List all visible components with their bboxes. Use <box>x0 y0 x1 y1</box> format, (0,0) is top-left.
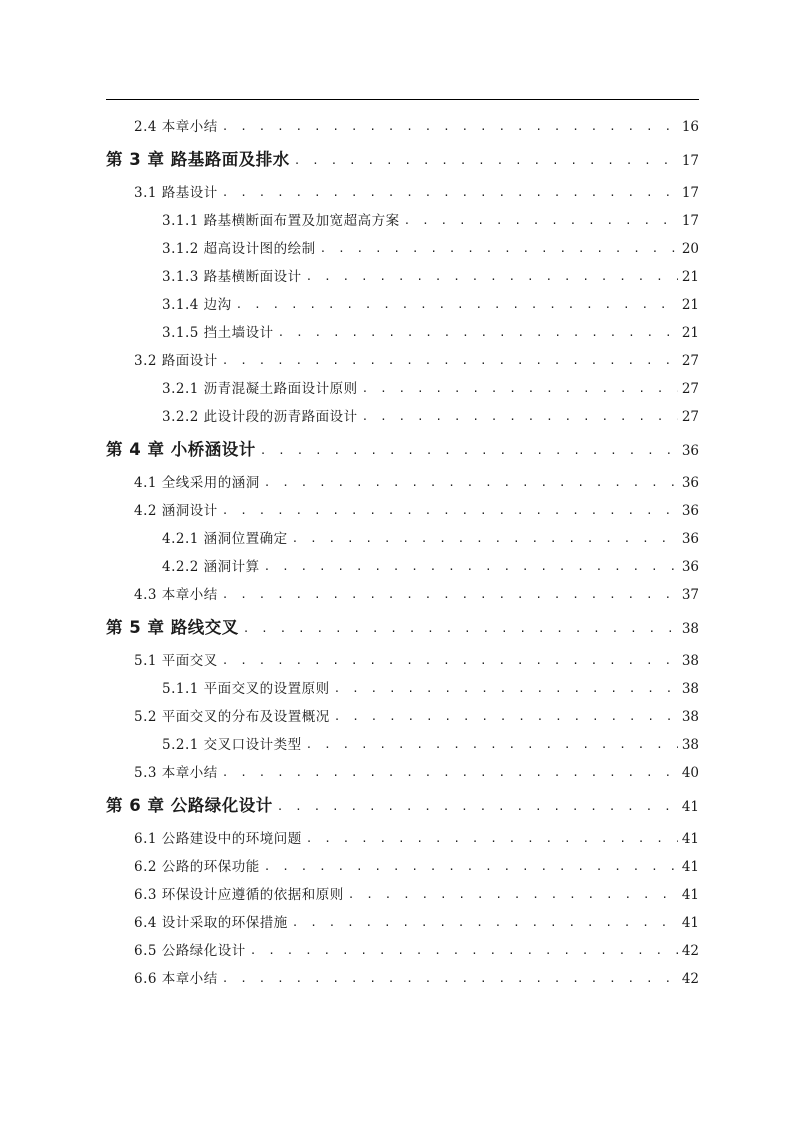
toc-section-row[interactable] <box>106 825 699 853</box>
toc-entry-title: 4.3 本章小结 <box>134 587 218 603</box>
dot-leader <box>243 610 678 648</box>
toc-page-number: 16 <box>681 119 699 135</box>
dot-leader <box>222 179 678 207</box>
toc-page-number: 27 <box>681 409 699 425</box>
toc-entry-title: 第 6 章 公路绿化设计 <box>106 796 273 815</box>
toc-section-row[interactable] <box>106 469 699 497</box>
toc-chapter-row[interactable] <box>106 609 699 647</box>
dot-leader <box>306 731 678 759</box>
dot-leader <box>222 113 678 141</box>
toc-subsection-row[interactable] <box>106 525 699 553</box>
toc-section-row[interactable] <box>106 497 699 525</box>
toc-entry-title: 第 4 章 小桥涵设计 <box>106 440 256 459</box>
table-of-contents <box>106 113 699 993</box>
header-rule <box>106 99 699 100</box>
dot-leader <box>306 263 678 291</box>
toc-page-number: 17 <box>681 153 699 169</box>
dot-leader <box>362 375 678 403</box>
toc-entry-title: 第 5 章 路线交叉 <box>106 618 239 637</box>
toc-subsection-row[interactable] <box>106 207 699 235</box>
toc-page-number: 41 <box>681 915 699 931</box>
toc-subsection-row[interactable] <box>106 291 699 319</box>
toc-section-row[interactable] <box>106 647 699 675</box>
toc-page-number: 42 <box>681 943 699 959</box>
toc-subsection-row[interactable] <box>106 553 699 581</box>
toc-page-number: 27 <box>681 353 699 369</box>
toc-page-number: 21 <box>681 269 699 285</box>
toc-page-number: 42 <box>681 971 699 987</box>
toc-page-number: 20 <box>681 241 699 257</box>
dot-leader <box>222 497 678 525</box>
toc-chapter-row[interactable] <box>106 787 699 825</box>
dot-leader <box>278 319 678 347</box>
toc-subsection-row[interactable] <box>106 263 699 291</box>
toc-entry-title: 3.2.1 沥青混凝土路面设计原则 <box>162 381 358 397</box>
toc-section-row[interactable] <box>106 853 699 881</box>
toc-entry-title: 6.4 设计采取的环保措施 <box>134 915 288 931</box>
dot-leader <box>362 403 678 431</box>
toc-page-number: 17 <box>681 185 699 201</box>
toc-entry-title: 6.5 公路绿化设计 <box>134 943 246 959</box>
toc-entry-title: 5.2 平面交叉的分布及设置概况 <box>134 709 330 725</box>
toc-subsection-row[interactable] <box>106 319 699 347</box>
toc-section-row[interactable] <box>106 881 699 909</box>
toc-entry-title: 5.3 本章小结 <box>134 765 218 781</box>
toc-page-number: 41 <box>681 859 699 875</box>
dot-leader <box>264 553 678 581</box>
toc-subsection-row[interactable] <box>106 235 699 263</box>
toc-entry-title: 4.1 全线采用的涵洞 <box>134 475 260 491</box>
toc-page-number: 36 <box>681 475 699 491</box>
toc-entry-title: 2.4 本章小结 <box>134 119 218 135</box>
dot-leader <box>236 291 678 319</box>
toc-entry-title: 3.1.2 超高设计图的绘制 <box>162 241 316 257</box>
toc-page-number: 38 <box>681 621 699 637</box>
toc-page-number: 38 <box>681 709 699 725</box>
dot-leader <box>222 965 678 993</box>
toc-page-number: 36 <box>681 503 699 519</box>
toc-entry-title: 6.3 环保设计应遵循的依据和原则 <box>134 887 344 903</box>
toc-section-row[interactable] <box>106 347 699 375</box>
dot-leader <box>320 235 678 263</box>
toc-entry-title: 6.2 公路的环保功能 <box>134 859 260 875</box>
toc-page-number: 38 <box>681 681 699 697</box>
toc-page-number: 17 <box>681 213 699 229</box>
toc-section-row[interactable] <box>106 179 699 207</box>
toc-entry-title: 3.1.4 边沟 <box>162 297 232 313</box>
toc-entry-title: 3.1.5 挡土墙设计 <box>162 325 274 341</box>
toc-page-number: 40 <box>681 765 699 781</box>
toc-subsection-row[interactable] <box>106 731 699 759</box>
toc-entry-title: 3.2.2 此设计段的沥青路面设计 <box>162 409 358 425</box>
toc-section-row[interactable] <box>106 965 699 993</box>
dot-leader <box>260 432 678 470</box>
toc-entry-title: 5.1.1 平面交叉的设置原则 <box>162 681 330 697</box>
toc-entry-title: 第 3 章 路基路面及排水 <box>106 150 290 169</box>
toc-subsection-row[interactable] <box>106 375 699 403</box>
toc-chapter-row[interactable] <box>106 431 699 469</box>
toc-section-row[interactable] <box>106 937 699 965</box>
dot-leader <box>292 909 678 937</box>
toc-chapter-row[interactable] <box>106 141 699 179</box>
dot-leader <box>250 937 678 965</box>
dot-leader <box>222 647 678 675</box>
toc-page-number: 21 <box>681 297 699 313</box>
toc-entry-title: 5.2.1 交叉口设计类型 <box>162 737 302 753</box>
toc-page-number: 36 <box>681 559 699 575</box>
toc-page-number: 36 <box>681 443 699 459</box>
toc-page-number: 41 <box>681 831 699 847</box>
dot-leader <box>294 142 678 180</box>
toc-subsection-row[interactable] <box>106 403 699 431</box>
toc-page-number: 41 <box>681 799 699 815</box>
toc-subsection-row[interactable] <box>106 675 699 703</box>
toc-entry-title: 3.2 路面设计 <box>134 353 218 369</box>
dot-leader <box>334 675 678 703</box>
toc-section-row[interactable] <box>106 113 699 141</box>
toc-section-row[interactable] <box>106 909 699 937</box>
toc-page-number: 38 <box>681 653 699 669</box>
dot-leader <box>277 788 678 826</box>
dot-leader <box>292 525 678 553</box>
dot-leader <box>404 207 678 235</box>
dot-leader <box>306 825 678 853</box>
toc-entry-title: 4.2 涵洞设计 <box>134 503 218 519</box>
toc-entry-title: 4.2.2 涵洞计算 <box>162 559 260 575</box>
dot-leader <box>264 853 678 881</box>
dot-leader <box>222 759 678 787</box>
toc-section-row[interactable] <box>106 703 699 731</box>
toc-page-number: 27 <box>681 381 699 397</box>
toc-entry-title: 5.1 平面交叉 <box>134 653 218 669</box>
toc-section-row[interactable] <box>106 581 699 609</box>
dot-leader <box>222 581 678 609</box>
dot-leader <box>264 469 678 497</box>
toc-page-number: 38 <box>681 737 699 753</box>
toc-entry-title: 3.1.1 路基横断面布置及加宽超高方案 <box>162 213 400 229</box>
toc-entry-title: 4.2.1 涵洞位置确定 <box>162 531 288 547</box>
toc-section-row[interactable] <box>106 759 699 787</box>
toc-page-number: 41 <box>681 887 699 903</box>
dot-leader <box>348 881 678 909</box>
toc-entry-title: 6.6 本章小结 <box>134 971 218 987</box>
toc-entry-title: 3.1 路基设计 <box>134 185 218 201</box>
toc-entry-title: 6.1 公路建设中的环境问题 <box>134 831 302 847</box>
dot-leader <box>334 703 678 731</box>
dot-leader <box>222 347 678 375</box>
toc-page-number: 21 <box>681 325 699 341</box>
toc-page-number: 36 <box>681 531 699 547</box>
toc-page-number: 37 <box>681 587 699 603</box>
toc-entry-title: 3.1.3 路基横断面设计 <box>162 269 302 285</box>
